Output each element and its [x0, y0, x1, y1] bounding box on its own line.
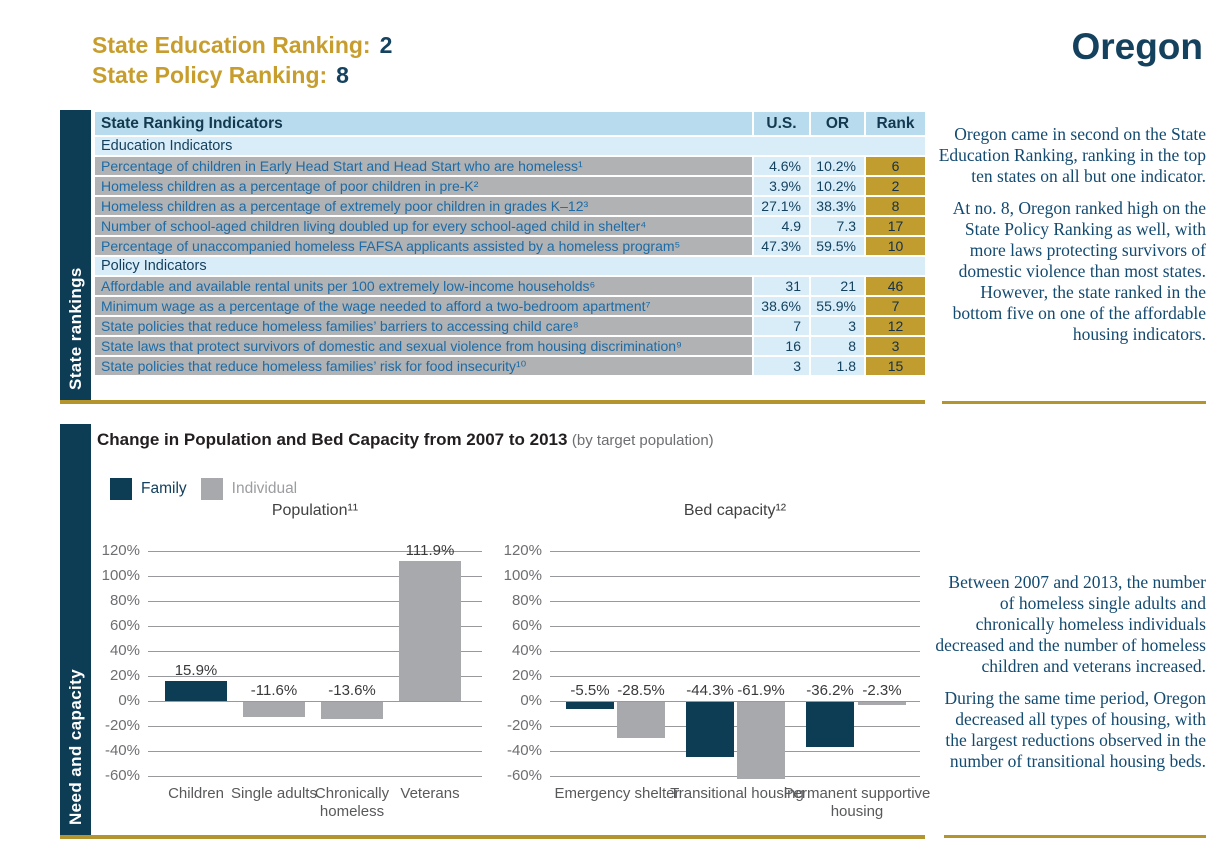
y-axis-tick-label: 120% — [101, 542, 140, 559]
y-axis-tick-label: 60% — [109, 617, 140, 634]
family-bar — [165, 681, 227, 701]
rank-cell: 2 — [865, 176, 926, 196]
or-value-cell: 59.5% — [810, 236, 865, 256]
table-row — [94, 336, 926, 356]
indicator-cell: Percentage of children in Early Head Start and Head Start who are homeless¹ — [94, 156, 753, 176]
commentary-bottom-rule — [944, 835, 1206, 838]
indicator-cell: Homeless children as a percentage of extremely poor children in grades K–12³ — [94, 196, 753, 216]
y-axis-tick-label: -40% — [104, 742, 140, 759]
individual-bar — [243, 702, 305, 717]
family-bar — [806, 702, 854, 747]
or-value-cell: 7.3 — [810, 216, 865, 236]
y-axis-tick-label: 80% — [109, 592, 140, 609]
commentary-top-rule — [942, 401, 1206, 404]
y-axis-tick-label: 100% — [503, 567, 542, 584]
y-axis-tick-label: 40% — [511, 642, 542, 659]
section-header-row — [94, 256, 926, 276]
rank-cell: 46 — [865, 276, 926, 296]
gridline — [550, 676, 920, 677]
policy-ranking-label: State Policy Ranking: — [92, 62, 328, 88]
rank-cell: 10 — [865, 236, 926, 256]
chart-legend — [110, 478, 311, 500]
state-rankings-sidebar — [60, 110, 91, 400]
table-row — [94, 276, 926, 296]
bed-capacity-chart-title: Bed capacity¹² — [683, 502, 787, 519]
section-header-cell: Education Indicators — [94, 136, 926, 156]
individual-bar — [617, 702, 665, 738]
bar-value-label: -36.2% — [806, 682, 854, 699]
indicator-cell: Percentage of unaccompanied homeless FAFSA applicants assisted by a homeless program⁵ — [94, 236, 753, 256]
column-header: State Ranking Indicators — [94, 111, 753, 136]
y-axis-tick-label: 120% — [503, 542, 542, 559]
x-axis-category-label: Single adults — [231, 785, 317, 802]
x-axis-category-label: Permanent supportive housing — [783, 785, 931, 820]
us-value-cell: 7 — [753, 316, 810, 336]
y-axis-tick-label: 60% — [511, 617, 542, 634]
individual-bar — [399, 561, 461, 701]
y-axis-tick-label: -20% — [104, 717, 140, 734]
table-row — [94, 216, 926, 236]
table-row — [94, 296, 926, 316]
gridline — [148, 701, 482, 702]
y-axis-tick-label: 20% — [511, 667, 542, 684]
y-axis-tick-label: 100% — [101, 567, 140, 584]
gridline — [550, 576, 920, 577]
or-value-cell: 55.9% — [810, 296, 865, 316]
table-row — [94, 196, 926, 216]
education-ranking-label: State Education Ranking: — [92, 32, 371, 58]
bar-value-label: 111.9% — [405, 542, 455, 560]
us-value-cell: 27.1% — [753, 196, 810, 216]
or-value-cell: 3 — [810, 316, 865, 336]
legend-item-individual — [201, 478, 298, 500]
y-axis-tick-label: 80% — [511, 592, 542, 609]
rank-cell: 7 — [865, 296, 926, 316]
family-bar — [686, 702, 734, 757]
or-value-cell: 1.8 — [810, 356, 865, 376]
legend-item-family — [110, 478, 187, 500]
chart-bottom-rule — [60, 835, 925, 839]
us-value-cell: 4.6% — [753, 156, 810, 176]
bar-value-label: -28.5% — [617, 682, 665, 699]
indicator-cell: Affordable and available rental units per 100 extremely low-income households⁶ — [94, 276, 753, 296]
gridline — [550, 601, 920, 602]
gridline — [148, 776, 482, 777]
gridline — [550, 626, 920, 627]
column-header: Rank — [865, 111, 926, 136]
need-capacity-sidebar-label: Need and capacity — [66, 668, 85, 825]
or-value-cell: 10.2% — [810, 156, 865, 176]
bar-value-label: 15.9% — [174, 662, 218, 680]
state-ranking-table — [93, 110, 925, 377]
education-ranking-value: 2 — [379, 32, 393, 58]
legend-label-individual: Individual — [231, 480, 298, 497]
or-value-cell: 8 — [810, 336, 865, 356]
individual-bar — [321, 702, 383, 719]
us-value-cell: 47.3% — [753, 236, 810, 256]
gridline — [148, 751, 482, 752]
y-axis-tick-label: 40% — [109, 642, 140, 659]
gridline — [550, 651, 920, 652]
chart-section-title: Change in Population and Bed Capacity from 2007 to 2013 — [97, 430, 568, 449]
y-axis-tick-label: -60% — [104, 767, 140, 784]
x-axis-category-label: Emergency shelter — [554, 785, 680, 802]
commentary-paragraph: Oregon came in second on the State Education Ranking, ranking in the top ten states on all but one indicator. — [938, 124, 1206, 186]
or-value-cell: 21 — [810, 276, 865, 296]
indicator-cell: Minimum wage as a percentage of the wage needed to afford a two-bedroom apartment⁷ — [94, 296, 753, 316]
us-value-cell: 16 — [753, 336, 810, 356]
state-rankings-sidebar-label: State rankings — [66, 267, 85, 390]
family-bar — [566, 702, 614, 709]
us-value-cell: 3.9% — [753, 176, 810, 196]
legend-label-family: Family — [141, 480, 187, 497]
table-bottom-rule — [60, 400, 925, 404]
table-row — [94, 356, 926, 376]
family-swatch-icon — [110, 478, 132, 500]
chart-section-title-line — [97, 430, 714, 450]
indicator-cell: State policies that reduce homeless families’ risk for food insecurity¹⁰ — [94, 356, 753, 376]
chart-section-subtitle: (by target population) — [571, 432, 714, 449]
gridline — [550, 776, 920, 777]
need-capacity-sidebar — [60, 424, 91, 835]
individual-bar — [858, 702, 906, 705]
commentary-top — [935, 124, 1206, 356]
y-axis-tick-label: -20% — [506, 717, 542, 734]
section-header-row — [94, 136, 926, 156]
individual-bar — [737, 702, 785, 779]
y-axis-tick-label: 0% — [118, 692, 140, 709]
gridline — [550, 726, 920, 727]
us-value-cell: 31 — [753, 276, 810, 296]
indicator-cell: Homeless children as a percentage of poor children in pre-K² — [94, 176, 753, 196]
y-axis-tick-label: 20% — [109, 667, 140, 684]
population-chart-title: Population¹¹ — [271, 502, 359, 519]
gridline — [550, 751, 920, 752]
us-value-cell: 4.9 — [753, 216, 810, 236]
rank-cell: 6 — [865, 156, 926, 176]
indicator-cell: Number of school-aged children living doubled up for every school-aged child in shelter⁴ — [94, 216, 753, 236]
rank-cell: 3 — [865, 336, 926, 356]
commentary-bottom — [935, 572, 1206, 783]
commentary-paragraph: Between 2007 and 2013, the number of homeless single adults and chronically homeless individuals decreased and the number of homeless children and veterans increased. — [935, 572, 1206, 676]
or-value-cell: 38.3% — [810, 196, 865, 216]
gridline — [148, 726, 482, 727]
rank-cell: 17 — [865, 216, 926, 236]
y-axis-tick-label: -60% — [506, 767, 542, 784]
rank-cell: 12 — [865, 316, 926, 336]
column-header: OR — [810, 111, 865, 136]
gridline — [550, 551, 920, 552]
commentary-paragraph: During the same time period, Oregon decreased all types of housing, with the largest reductions observed in the number of transitional housing beds. — [944, 688, 1206, 771]
y-axis-tick-label: -40% — [506, 742, 542, 759]
education-ranking-line — [92, 30, 392, 60]
page-title: Oregon — [1071, 26, 1203, 67]
rank-cell: 8 — [865, 196, 926, 216]
x-axis-category-label: Transitional housing — [670, 785, 804, 802]
bar-value-label: -13.6% — [328, 682, 376, 699]
individual-swatch-icon — [201, 478, 223, 500]
commentary-paragraph: At no. 8, Oregon ranked high on the State Policy Ranking as well, with more laws protecting survivors of domestic violence than most states. However, the state ranked in the bottom five on one of the affordable housing indicators. — [952, 198, 1206, 344]
column-header: U.S. — [753, 111, 810, 136]
policy-ranking-value: 8 — [336, 62, 349, 88]
x-axis-category-label: Children — [168, 785, 224, 802]
table-row — [94, 156, 926, 176]
table-row — [94, 316, 926, 336]
x-axis-category-label: Veterans — [400, 785, 460, 802]
bar-value-label: -44.3% — [686, 682, 734, 699]
table-header-row — [94, 111, 926, 136]
us-value-cell: 38.6% — [753, 296, 810, 316]
table-row — [94, 176, 926, 196]
section-header-cell: Policy Indicators — [94, 256, 926, 276]
bar-value-label: -2.3% — [862, 682, 902, 699]
us-value-cell: 3 — [753, 356, 810, 376]
state-rankings-heading — [92, 30, 392, 90]
rank-cell: 15 — [865, 356, 926, 376]
y-axis-tick-label: 0% — [520, 692, 542, 709]
x-axis-category-label: Chronically homeless — [314, 785, 390, 820]
bar-value-label: -11.6% — [250, 682, 298, 699]
or-value-cell: 10.2% — [810, 176, 865, 196]
table-row — [94, 236, 926, 256]
policy-ranking-line — [92, 60, 392, 90]
bar-value-label: -61.9% — [737, 682, 785, 699]
indicator-cell: State policies that reduce homeless families’ barriers to accessing child care⁸ — [94, 316, 753, 336]
bar-value-label: -5.5% — [570, 682, 610, 699]
indicator-cell: State laws that protect survivors of domestic and sexual violence from housing discrimination⁹ — [94, 336, 753, 356]
